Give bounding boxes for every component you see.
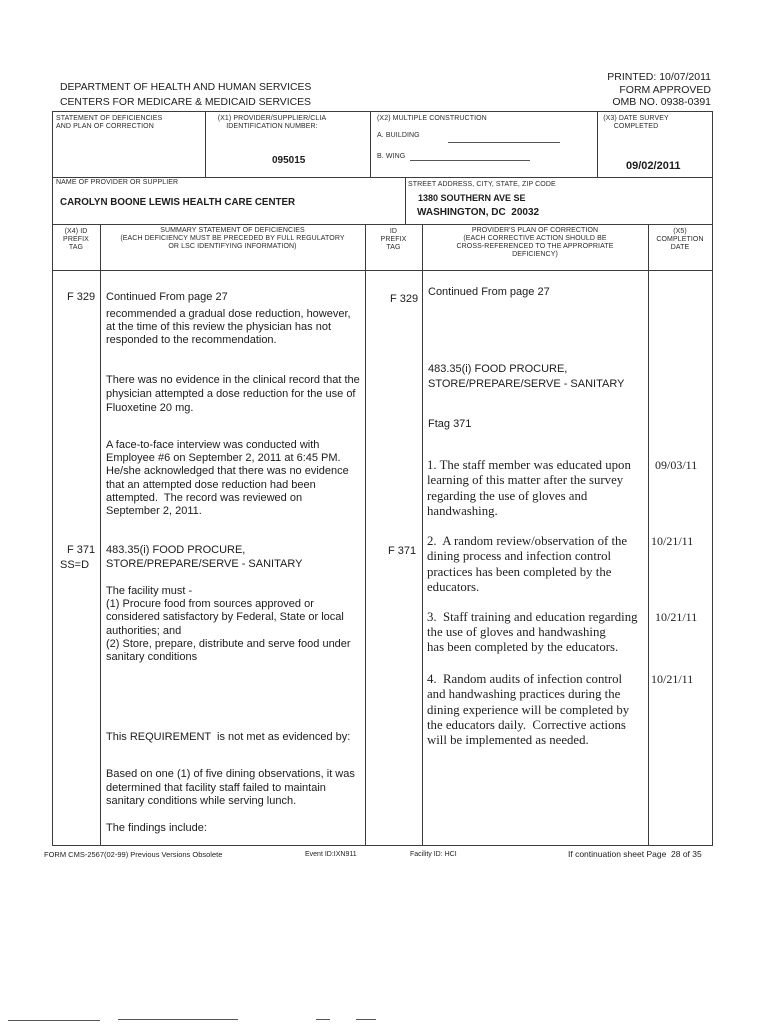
wing-label: B. WING	[377, 153, 406, 160]
row-divider-1	[52, 177, 712, 178]
survey-completed-date: 09/02/2011	[626, 160, 681, 172]
x3-label: (X3) DATE SURVEY COMPLETED	[603, 115, 669, 130]
footer-facility-id: Facility ID: HCI	[410, 851, 457, 858]
wing-underline	[410, 160, 530, 161]
agency-line-1: DEPARTMENT OF HEALTH AND HUMAN SERVICES	[60, 82, 312, 93]
footer-continuation: If continuation sheet Page 28 of 35	[568, 849, 702, 859]
plan-tag: F 329	[390, 293, 419, 305]
column-divider-address	[405, 177, 406, 224]
corrective-action: 3. Staff training and education regarding the use of gloves and handwashing has been completed by the educators.	[427, 610, 638, 654]
completion-date: 10/21/11	[651, 672, 694, 686]
summary-paragraph: Continued From page 27	[106, 291, 228, 303]
omb-number: OMB NO. 0938-0391	[612, 96, 711, 108]
building-label: A. BUILDING	[377, 132, 420, 139]
summary-paragraph: A face-to-face interview was conducted with Employee #6 on September 2, 2011 at 6:45 PM. He/she acknowledged that there was no evidence that an attempted dose reduction had been attempted. The record was reviewed on September 2, 2011.	[106, 439, 349, 518]
provider-label: NAME OF PROVIDER OR SUPPLIER	[56, 179, 179, 186]
summary-paragraph: recommended a gradual dose reduction, however, at the time of this review the physician has not responded to the recommendation.	[106, 308, 351, 346]
column-divider-x2	[370, 111, 371, 177]
form-approved: FORM APPROVED	[619, 84, 711, 96]
corrective-action: 2. A random review/observation of the dining process and infection control practices has been completed by the educators.	[427, 534, 628, 594]
address-street: 1380 SOUTHERN AVE SE	[418, 193, 526, 203]
plan-regulation-title: 483.35(i) FOOD PROCURE, STORE/PREPARE/SERVE - SANITARY	[428, 363, 625, 390]
address-label: STREET ADDRESS, CITY, STATE, ZIP CODE	[408, 181, 556, 188]
x2-label: (X2) MULTIPLE CONSTRUCTION	[377, 115, 487, 122]
completion-date: 10/21/11	[651, 534, 694, 548]
column-header-summary: SUMMARY STATEMENT OF DEFICIENCIES (EACH DEFICIENCY MUST BE PRECEDED BY FULL REGULATORY OR LSC IDENTIFYING INFORMATION)	[120, 227, 345, 250]
completion-date: 10/21/11	[655, 610, 698, 624]
summary-regulation-title: 483.35(i) FOOD PROCURE, STORE/PREPARE/SERVE - SANITARY	[106, 544, 303, 570]
column-header-x4: (X4) ID PREFIX TAG	[63, 228, 89, 251]
scan-mark	[316, 1019, 330, 1020]
deficiency-tag: F 329	[67, 291, 96, 303]
address-city: WASHINGTON, DC 20032	[417, 207, 540, 218]
column-divider-plan	[422, 224, 423, 845]
provider-name: CAROLYN BOONE LEWIS HEALTH CARE CENTER	[60, 197, 296, 208]
footer-form-id: FORM CMS-2567(02-99) Previous Versions Obsolete	[44, 850, 223, 859]
column-header-plan: PROVIDER'S PLAN OF CORRECTION (EACH CORRECTIVE ACTION SHOULD BE CROSS-REFERENCED TO THE APPROPRIATE DEFICIENCY)	[456, 227, 614, 258]
column-divider-x1	[205, 111, 206, 177]
scope-severity: SS=D	[60, 559, 90, 571]
building-underline	[448, 142, 560, 143]
scan-mark	[8, 1020, 100, 1021]
summary-paragraph: There was no evidence in the clinical record that the physician attempted a dose reduction for the use of Fluoxetine 20 mg.	[106, 374, 360, 414]
plan-ftag: Ftag 371	[428, 418, 472, 430]
scan-mark	[118, 1019, 238, 1020]
summary-paragraph: The findings include:	[106, 822, 207, 834]
corrective-action: 4. Random audits of infection control and handwashing practices during the dining experience will be completed by the educators daily. Corrective actions will be implemented as needed.	[427, 672, 630, 748]
summary-paragraph: This REQUIREMENT is not met as evidenced by:	[106, 731, 351, 743]
x1-label: (X1) PROVIDER/SUPPLIER/CLIA IDENTIFICATION NUMBER:	[217, 115, 327, 130]
column-divider-id	[365, 224, 366, 845]
column-header-id: ID PREFIX TAG	[380, 228, 407, 251]
provider-number: 095015	[272, 155, 306, 166]
corrective-action: 1. The staff member was educated upon learning of this matter after the survey regarding the use of gloves and handwashing.	[427, 458, 631, 518]
summary-paragraph: The facility must - (1) Procure food from sources approved or considered satisfactory by Federal, State or local authorities; and (2) Store, prepare, distribute and serve food under sanitary conditions	[106, 585, 351, 664]
column-header-x5: (X5) COMPLETION DATE	[656, 228, 704, 251]
row-divider-3	[52, 270, 712, 271]
printed-date: PRINTED: 10/07/2011	[607, 71, 711, 83]
row-divider-2	[52, 224, 712, 225]
column-divider-completion	[648, 224, 649, 845]
agency-line-2: CENTERS FOR MEDICARE & MEDICAID SERVICES	[60, 97, 311, 108]
completion-date: 09/03/11	[655, 458, 698, 472]
plan-continued: Continued From page 27	[428, 286, 550, 298]
column-divider-summary	[100, 224, 101, 845]
statement-label: STATEMENT OF DEFICIENCIES AND PLAN OF CORRECTION	[56, 115, 163, 130]
summary-paragraph: Based on one (1) of five dining observations, it was determined that facility staff failed to maintain sanitary conditions while serving lunch.	[106, 768, 355, 807]
scan-mark	[356, 1019, 376, 1020]
plan-tag: F 371	[388, 545, 417, 557]
deficiency-tag: F 371	[67, 544, 96, 556]
footer-event-id: Event ID:IXN911	[305, 851, 357, 858]
